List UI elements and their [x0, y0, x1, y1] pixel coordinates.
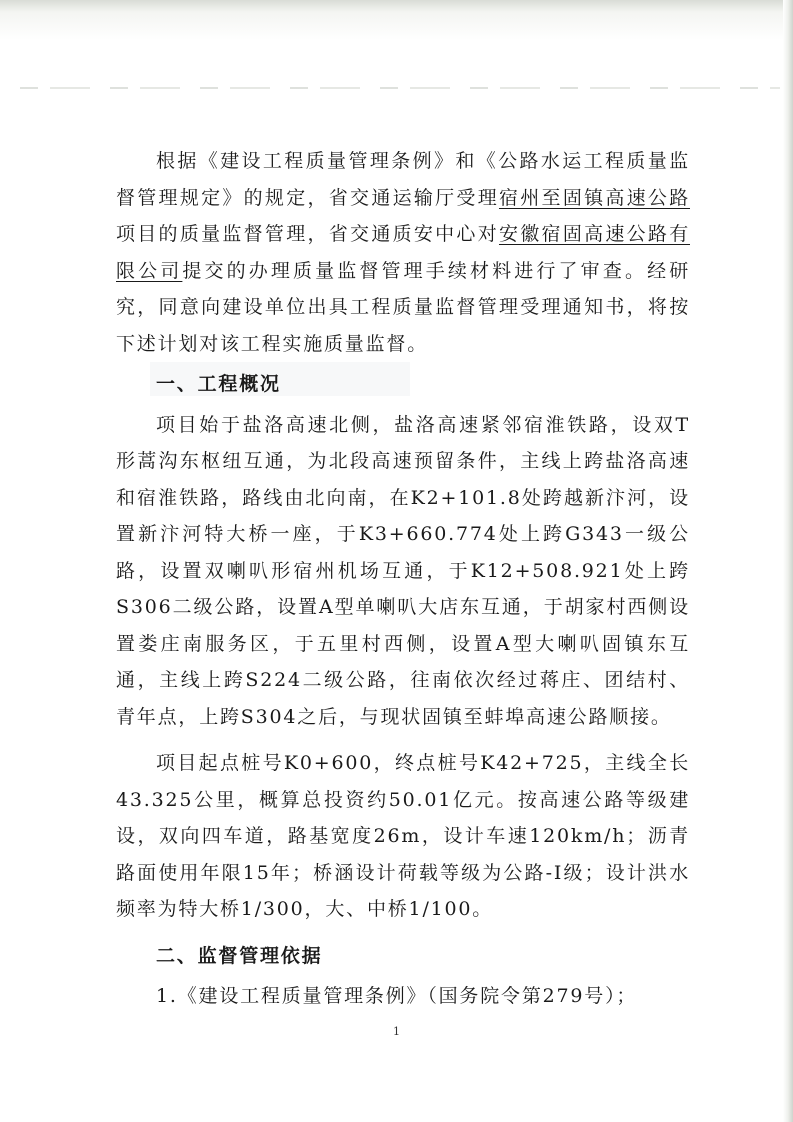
- project-name: 宿州至固镇高速公路: [498, 186, 690, 209]
- intro-text-3: 提交的办理质量监督管理手续材料进行了审查。经研究，同意向建设单位出具工程质量监督管理受理通知书，将按下述计划对该工程实施质量监督。: [116, 259, 690, 355]
- basis-item-1: 1.《建设工程质量管理条例》（国务院令第279号）；: [156, 985, 638, 1007]
- section-heading-overview: 一、工程概况: [156, 373, 281, 395]
- company-name: 安徽宿固高速公路有限公司: [116, 223, 690, 282]
- document-body: [116, 143, 690, 1015]
- scan-artifact-line: [20, 87, 780, 89]
- overview-paragraph-2: 项目起点桩号K0+600，终点桩号K42+725，主线全长43.325公里，概算总投资约50.01亿元。按高速公路等级建设，双向四车道，路基宽度26m，设计车速120km/h；沥青路面使用年限15年；桥涵设计荷载等级为公路-I级；设计洪水频率为特大桥1/300，大、中桥1/100。: [116, 752, 690, 920]
- page-number: 1: [393, 1025, 400, 1038]
- overview-paragraph-1: 项目始于盐洛高速北侧，盐洛高速紧邻宿淮铁路，设双T形蒿沟东枢纽互通，为北段高速预留条件，主线上跨盐洛高速和宿淮铁路，路线由北向南，在K2+101.8处跨越新汴河，设置新汴河特大桥一座，于K3+660.774处上跨G343一级公路，设置双喇叭形宿州机场互通，于K12+508.921处上跨S306二级公路，设置A型单喇叭大店东互通，于胡家村西侧设置娄庄南服务区，于五里村西侧，设置A型大喇叭固镇东互通，主线上跨S224二级公路，往南依次经过蒋庄、团结村、青年点，上跨S304之后，与现状固镇至蚌埠高速公路顺接。: [116, 413, 690, 728]
- scan-edge-right: [783, 0, 793, 1122]
- scan-edge-top: [0, 0, 793, 40]
- intro-text-1: 根据《建设工程质量管理条例》和《公路水运工程质量监督管理规定》的规定，省交通运输厅受理: [116, 150, 690, 209]
- intro-paragraph: [116, 143, 690, 362]
- section-heading-basis: 二、监督管理依据: [156, 944, 323, 967]
- intro-text-2: 项目的质量监督管理，省交通质安中心对: [116, 223, 499, 245]
